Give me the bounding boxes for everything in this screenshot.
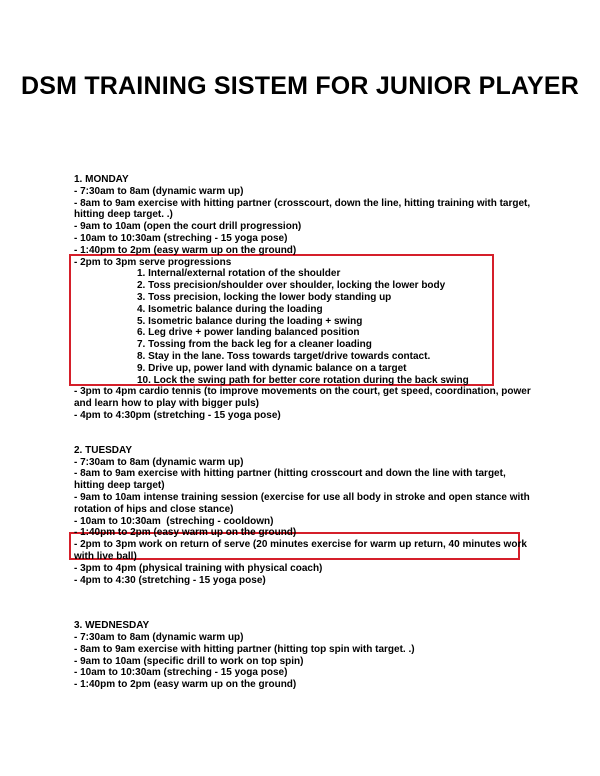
tuesday-item: - 3pm to 4pm (physical training with physical coach) bbox=[74, 562, 323, 574]
serve-step: 4. Isometric balance during the loading bbox=[137, 303, 323, 315]
wednesday-item: - 1:40pm to 2pm (easy warm up on the ground) bbox=[74, 679, 297, 691]
serve-step: 5. Isometric balance during the loading + swing bbox=[137, 315, 363, 327]
monday-item-serve-progressions: - 2pm to 3pm serve progressions bbox=[74, 256, 232, 268]
wednesday-item: - 10am to 10:30am (streching - 15 yoga pose) bbox=[74, 667, 288, 679]
wednesday-item: - 7:30am to 8am (dynamic warm up) bbox=[74, 632, 244, 644]
monday-item: - 7:30am to 8am (dynamic warm up) bbox=[74, 185, 244, 197]
tuesday-item: - 9am to 10am intense training session (exercise for use all body in stroke and open stance with rotation of hips and close stance) bbox=[74, 491, 533, 515]
monday-item: - 1:40pm to 2pm (easy warm up on the ground) bbox=[74, 244, 297, 256]
serve-step: 2. Toss precision/shoulder over shoulder, locking the lower body bbox=[137, 280, 446, 292]
serve-step: 9. Drive up, power land with dynamic balance on a target bbox=[137, 362, 407, 374]
tuesday-item: - 10am to 10:30am (streching - cooldown) bbox=[74, 515, 274, 527]
schedule-body bbox=[74, 174, 534, 691]
monday-item: - 10am to 10:30am (streching - 15 yoga pose) bbox=[74, 232, 288, 244]
wednesday-heading: 3. WEDNESDAY bbox=[74, 620, 150, 632]
tuesday-item: - 7:30am to 8am (dynamic warm up) bbox=[74, 456, 244, 468]
serve-step: 7. Tossing from the back leg for a cleaner loading bbox=[137, 339, 372, 351]
tuesday-item-return-of-serve: - 2pm to 3pm work on return of serve (20 minutes exercise for warm up return, 40 minutes work with live ball) bbox=[74, 539, 530, 562]
wednesday-item: - 9am to 10am (specific drill to work on top spin) bbox=[74, 655, 304, 667]
document-title: DSM TRAINING SISTEM FOR JUNIOR PLAYER bbox=[21, 72, 579, 100]
monday-item: - 3pm to 4pm cardio tennis (to improve movements on the court, get speed, coordination, power and learn how to play with bigger puls) bbox=[74, 386, 534, 410]
tuesday-item: - 8am to 9am exercise with hitting partner (hitting crosscourt and down the line with target, hitting deep target) bbox=[74, 468, 509, 492]
monday-item: - 8am to 9am exercise with hitting partner (crosscourt, down the line, hitting training with target, hitting deep target. .) bbox=[74, 197, 533, 221]
tuesday-item: - 1:40pm to 2pm (easy warm up on the ground) bbox=[74, 527, 297, 539]
serve-step: 6. Leg drive + power landing balanced position bbox=[137, 327, 360, 339]
serve-step: 8. Stay in the lane. Toss towards target/drive towards contact. bbox=[137, 350, 431, 362]
monday-item: - 9am to 10am (open the court drill progression) bbox=[74, 221, 302, 233]
serve-step: 1. Internal/external rotation of the shoulder bbox=[137, 268, 341, 280]
tuesday-heading: 2. TUESDAY bbox=[74, 444, 132, 456]
serve-step: 10. Lock the swing path for better core rotation during the back swing bbox=[137, 374, 469, 386]
monday-item: - 4pm to 4:30pm (stretching - 15 yoga pose) bbox=[74, 409, 281, 421]
tuesday-item: - 4pm to 4:30 (stretching - 15 yoga pose) bbox=[74, 574, 266, 586]
monday-heading: 1. MONDAY bbox=[74, 174, 129, 185]
wednesday-item: - 8am to 9am exercise with hitting partner (hitting top spin with target. .) bbox=[74, 643, 415, 655]
serve-step: 3. Toss precision, locking the lower body standing up bbox=[137, 291, 392, 303]
